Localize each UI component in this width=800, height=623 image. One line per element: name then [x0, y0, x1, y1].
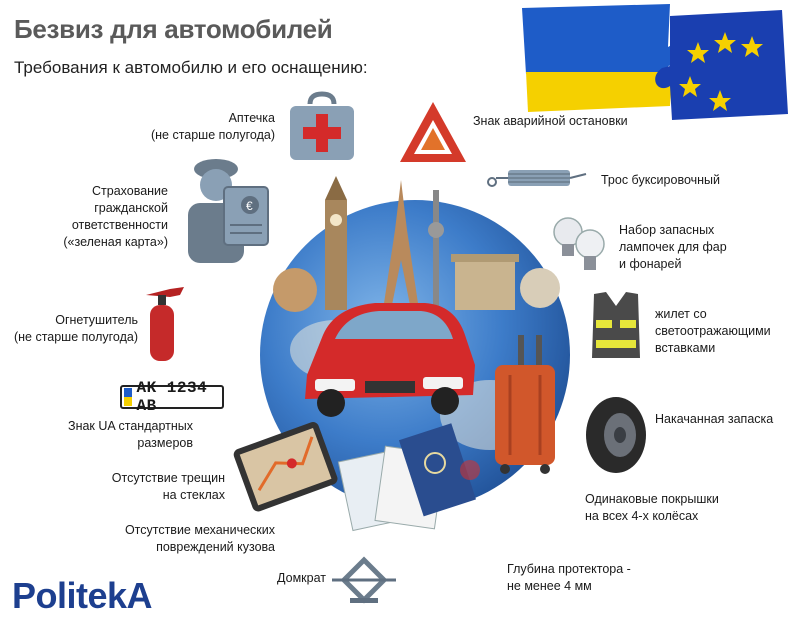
insurance-label: Страхование гражданской ответственности («зеленая карта») [63, 184, 168, 249]
extinguisher-label: Огнетушитель (не старше полугода) [13, 313, 138, 344]
red-car-icon [295, 295, 480, 425]
first-aid-kit-icon [288, 92, 356, 164]
page-subtitle: Требования к автомобилю и его оснащению: [14, 58, 368, 77]
politeka-logo [12, 575, 152, 617]
tread-label: Глубина протектора - не менее 4 мм [507, 562, 631, 593]
ukraine-eu-flag-puzzle-icon [520, 2, 790, 120]
warning-triangle-label: Знак аварийной остановки [473, 114, 628, 128]
first-aid-label: Аптечка (не старше полугода) [150, 111, 275, 142]
spare-tire-label: Накачанная запаска [655, 412, 774, 426]
plate-label: Знак UA стандартных размеров [68, 419, 193, 450]
fire-extinguisher-icon [140, 285, 190, 365]
warning-triangle-icon [398, 100, 468, 166]
glass-label: Отсутствие трещин на стеклах [111, 471, 225, 502]
insurance-officer-icon [178, 155, 273, 275]
tires-label: Одинаковые покрышки на всех 4-х колёсах [585, 492, 719, 523]
license-plate [120, 379, 224, 415]
documents-passport-icon [340, 425, 500, 535]
page-title: Безвиз для автомобилей [14, 14, 333, 44]
ukraine-flag-icon [124, 388, 132, 406]
vest-label: жилет со светоотражающими вставками [655, 307, 771, 355]
plate-number: AK 1234 AB [136, 379, 208, 415]
tow-rope-icon [486, 164, 596, 190]
suitcase-icon [490, 335, 560, 475]
bulbs-label: Набор запасных лампочек для фар и фонарей [619, 223, 727, 271]
jack-label: Домкрат [277, 571, 326, 585]
logo-text: Politek [12, 575, 127, 616]
tablet-map-icon [233, 420, 338, 515]
spare-tire-icon [582, 395, 650, 475]
car-jack-icon [330, 556, 398, 604]
tow-rope-label: Трос буксировочный [601, 173, 721, 187]
svg-text:€: € [246, 199, 253, 213]
logo-last-letter: A [126, 575, 153, 616]
light-bulbs-icon [550, 212, 608, 276]
safety-vest-icon [588, 290, 644, 362]
body-damage-label: Отсутствие механических повреждений кузова [124, 523, 275, 554]
